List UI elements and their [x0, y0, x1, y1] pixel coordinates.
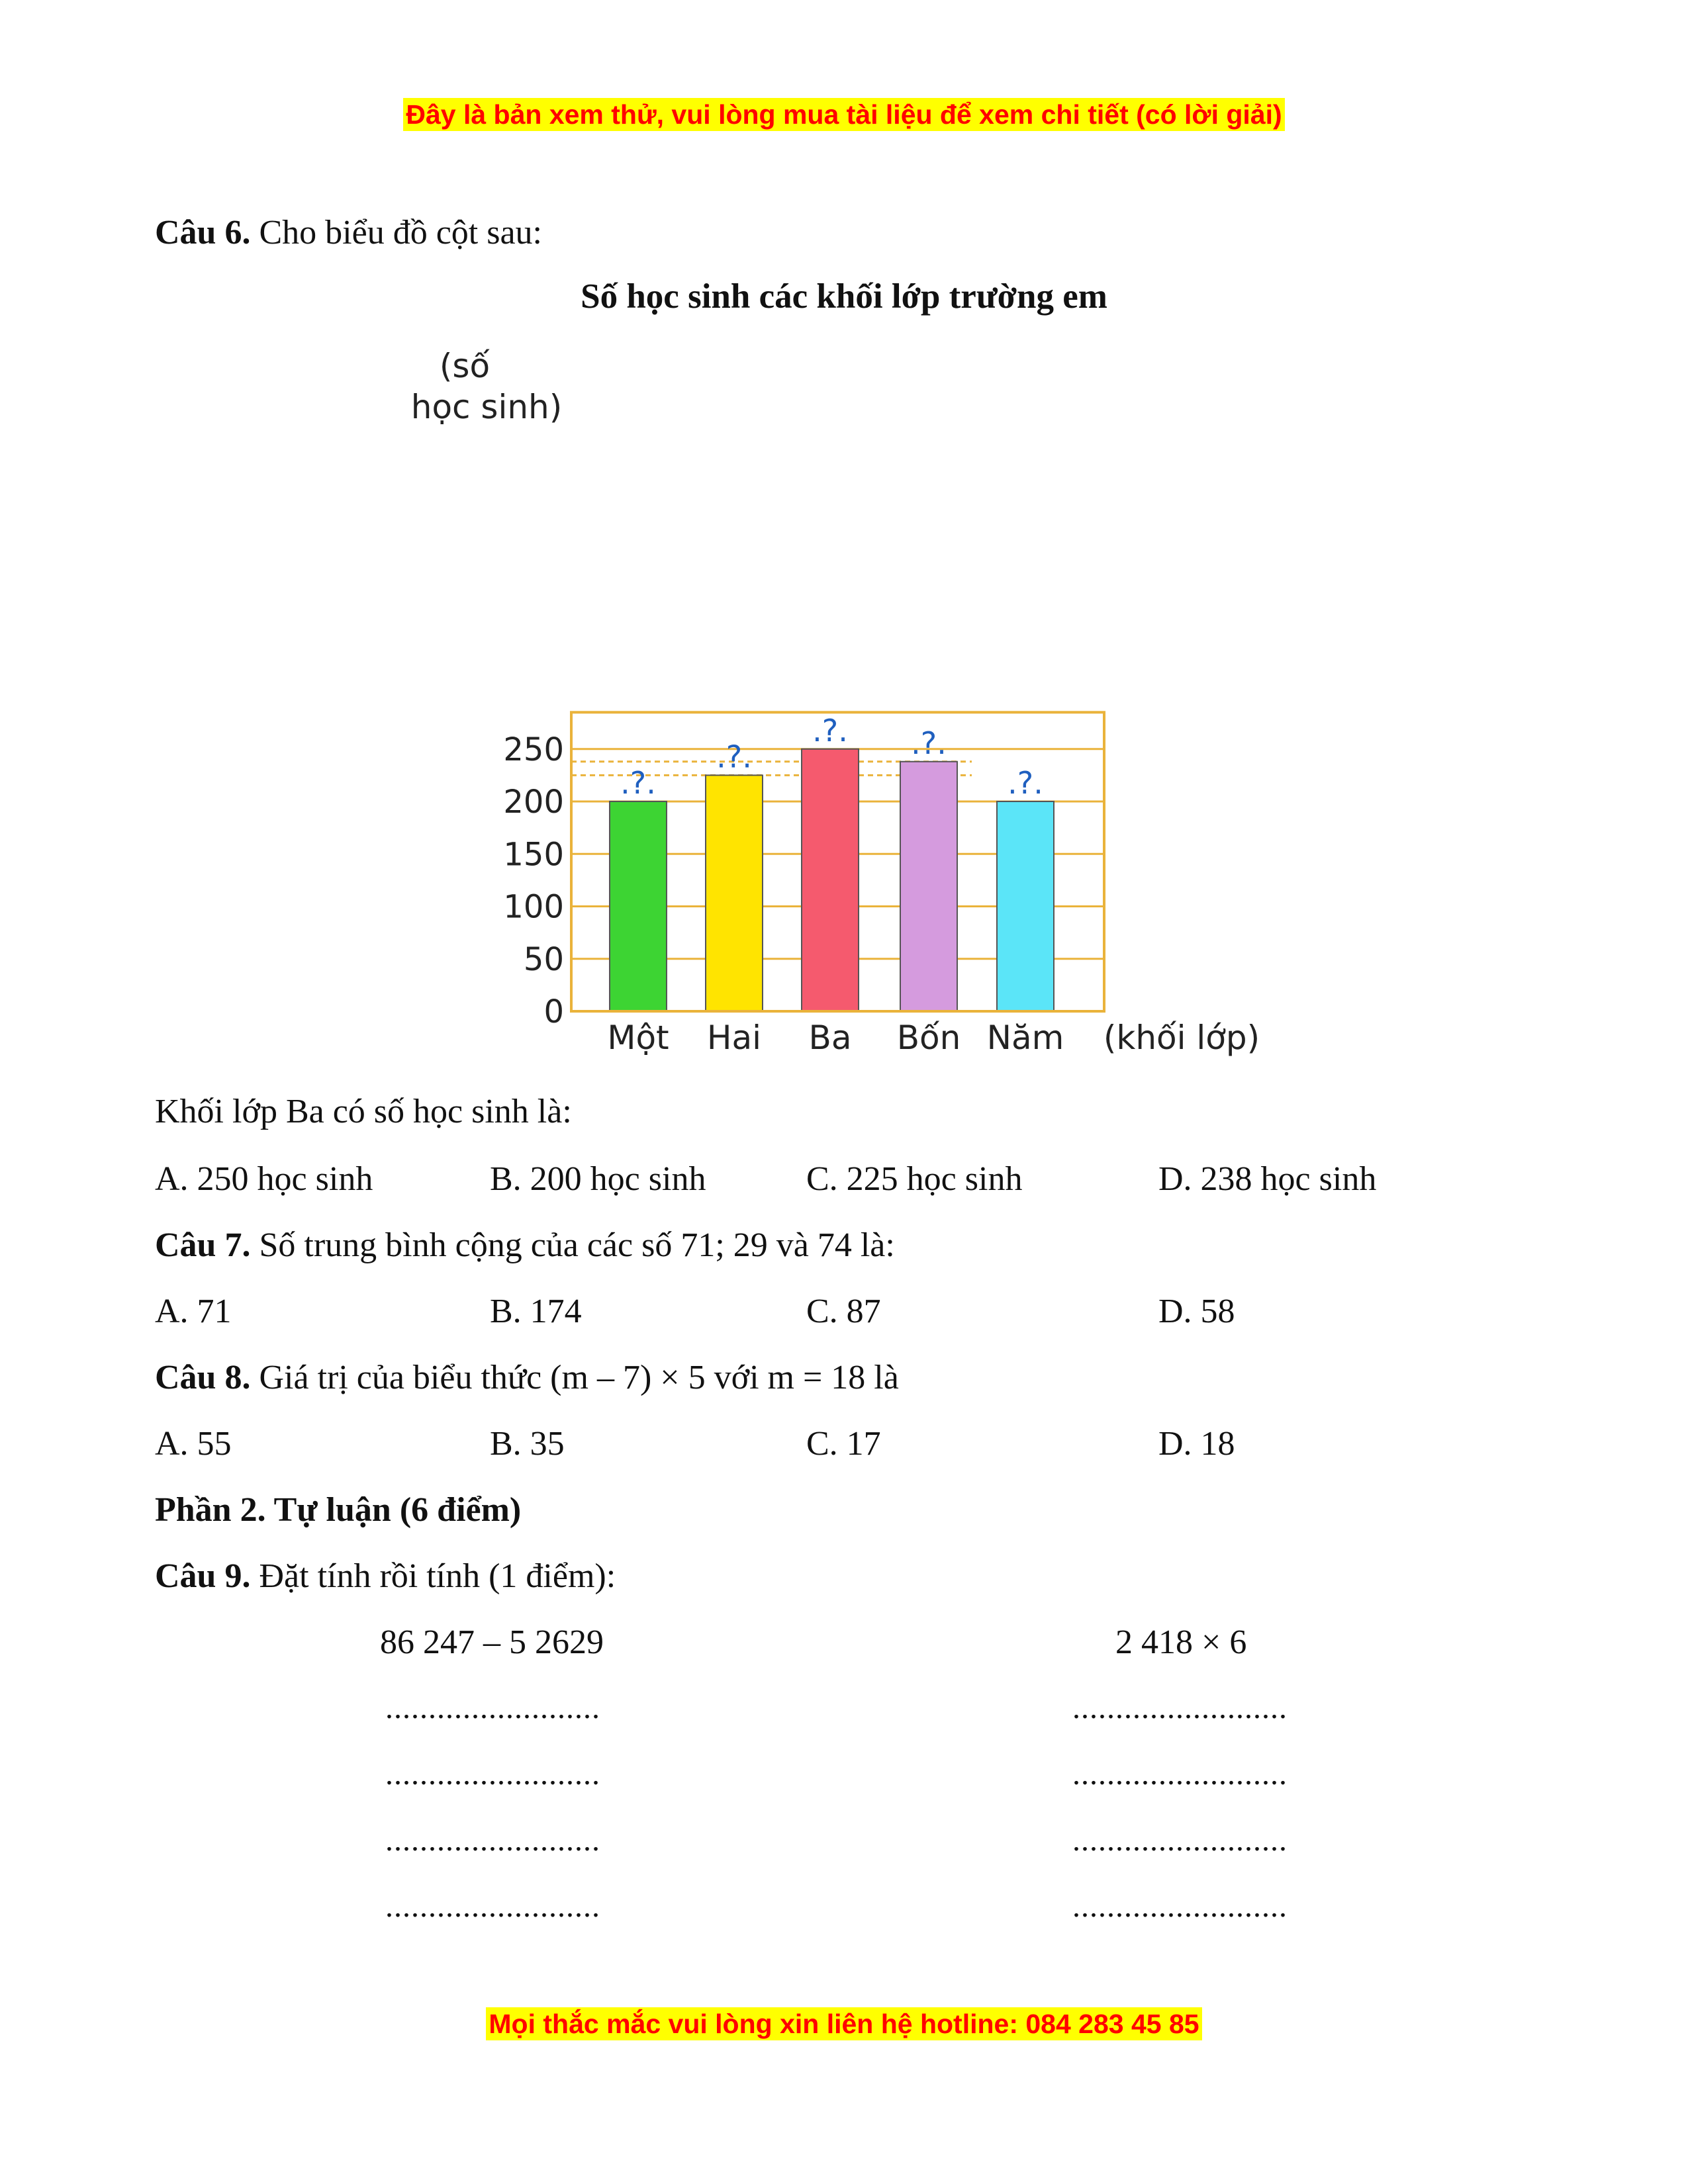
bar-chart — [371, 344, 1324, 1072]
y-tick-250: 250 — [503, 731, 564, 768]
q8-option-b[interactable]: B. 35 — [490, 1425, 565, 1463]
bar-Hai — [706, 775, 763, 1011]
question-6-prompt — [155, 213, 542, 252]
y-axis-label-line2: học sinh) — [410, 388, 563, 426]
question-9-prompt — [155, 1557, 616, 1596]
x-axis-label: (khối lớp) — [1103, 1019, 1260, 1057]
y-tick-labels — [503, 731, 564, 1030]
question-8-label: Câu 8. — [155, 1359, 251, 1396]
q7-option-b[interactable]: B. 174 — [490, 1293, 582, 1330]
question-8-text: Giá trị của biểu thức (m – 7) × 5 với m = 18 là — [250, 1359, 899, 1396]
preview-notice: Đây là bản xem thử, vui lòng mua tài liệu để xem chi tiết (có lời giải) — [0, 99, 1688, 130]
q8-option-d[interactable]: D. 18 — [1158, 1425, 1235, 1463]
x-tick-Năm: Năm — [986, 1019, 1064, 1057]
q7-option-a[interactable]: A. 71 — [155, 1293, 232, 1330]
chart-title: Số học sinh các khối lớp trường em — [581, 277, 1107, 316]
question-6-label: Câu 6. — [155, 214, 251, 251]
q6-option-d[interactable]: D. 238 học sinh — [1158, 1160, 1377, 1198]
q8-option-c[interactable]: C. 17 — [806, 1425, 881, 1463]
bar-label-Một: .?. — [620, 765, 656, 801]
bar-Ba — [802, 749, 859, 1011]
q9-expression-right: 2 418 × 6 — [1115, 1623, 1247, 1661]
answer-line-left-1[interactable]: ......................... — [385, 1690, 600, 1725]
answer-line-right-2[interactable]: ......................... — [1072, 1756, 1288, 1792]
q8-option-a[interactable]: A. 55 — [155, 1425, 232, 1463]
question-7-text: Số trung bình cộng của các số 71; 29 và 74 là: — [250, 1226, 895, 1264]
x-tick-Một: Một — [607, 1019, 669, 1057]
q6-option-c[interactable]: C. 225 học sinh — [806, 1160, 1023, 1198]
question-9-text: Đặt tính rồi tính (1 điểm): — [250, 1557, 616, 1595]
answer-line-left-2[interactable]: ......................... — [385, 1756, 600, 1792]
chart-bars — [610, 749, 1054, 1011]
answer-line-right-4[interactable]: ......................... — [1072, 1889, 1288, 1924]
x-tick-Bốn: Bốn — [896, 1019, 961, 1057]
x-tick-Ba: Ba — [808, 1019, 852, 1057]
y-tick-150: 150 — [503, 836, 564, 874]
part-2-heading: Phần 2. Tự luận (6 điểm) — [155, 1491, 522, 1529]
question-9-label: Câu 9. — [155, 1557, 251, 1595]
q6-option-a[interactable]: A. 250 học sinh — [155, 1160, 373, 1198]
bar-Năm — [997, 801, 1054, 1011]
question-7-label: Câu 7. — [155, 1226, 251, 1264]
y-axis-label-line1: (số — [439, 347, 491, 385]
bar-label-Bốn: .?. — [911, 725, 947, 761]
y-tick-0: 0 — [543, 993, 564, 1030]
question-7-prompt — [155, 1226, 895, 1265]
x-tick-Hai: Hai — [706, 1019, 762, 1057]
answer-line-left-3[interactable]: ......................... — [385, 1823, 600, 1858]
q7-option-d[interactable]: D. 58 — [1158, 1293, 1235, 1330]
answer-line-left-4[interactable]: ......................... — [385, 1889, 600, 1924]
y-tick-200: 200 — [503, 784, 564, 821]
q7-option-c[interactable]: C. 87 — [806, 1293, 881, 1330]
question-8-prompt — [155, 1358, 899, 1397]
bar-Một — [610, 801, 667, 1011]
hotline-notice: Mọi thắc mắc vui lòng xin liên hệ hotline: 084 283 45 85 — [0, 2009, 1688, 2040]
y-tick-50: 50 — [523, 940, 564, 978]
answer-line-right-3[interactable]: ......................... — [1072, 1823, 1288, 1858]
q9-expression-left: 86 247 – 5 2629 — [380, 1623, 604, 1661]
bar-label-Năm: .?. — [1008, 765, 1043, 801]
question-6-question: Khối lớp Ba có số học sinh là: — [155, 1093, 572, 1130]
bar-Bốn — [900, 762, 957, 1011]
q6-option-b[interactable]: B. 200 học sinh — [490, 1160, 706, 1198]
x-tick-labels — [607, 1019, 1064, 1057]
bar-label-Ba: .?. — [812, 712, 848, 749]
y-tick-100: 100 — [503, 888, 564, 926]
question-6-text: Cho biểu đồ cột sau: — [250, 214, 542, 251]
bar-label-Hai: .?. — [716, 739, 752, 775]
answer-line-right-1[interactable]: ......................... — [1072, 1690, 1288, 1725]
